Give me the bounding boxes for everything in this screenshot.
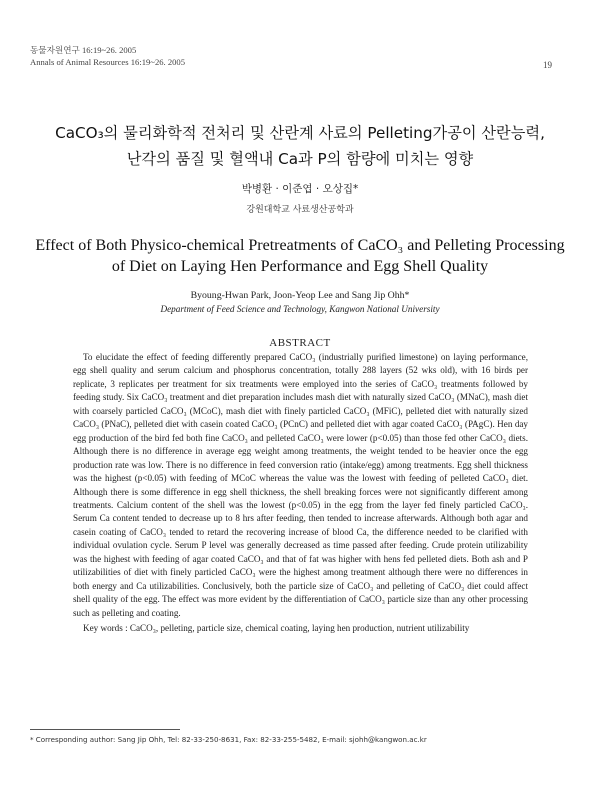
journal-name-english: Annals of Animal Resources 16:19~26. 2005 — [30, 56, 186, 67]
korean-title — [40, 120, 560, 172]
english-affiliation: Department of Feed Science and Technology, Kangwon National University — [160, 304, 440, 314]
journal-header — [30, 45, 185, 68]
english-authors: Byoung-Hwan Park, Joon-Yeop Lee and Sang Jip Ohh* — [190, 290, 410, 301]
abstract-body: To elucidate the effect of feeding differently prepared CaCO₃ (industrially purified limestone) on laying performance, egg shell quality and serum calcium and phosphorus concentration, totally 288 layers (52 wks old), with 16 birds per replicate, 3 replicates per treatment for six treatments were employed into the series of CaCO₃ treatments followed by feeding study. Six CaCO₃ treatment and diet preparation includes mash diet with naturally sized CaCO₃ (MNaC), mash diet with coarsely particled CaCO₃ (MCoC), mash diet with finely particled CaCO₃ (MFiC), pelleted diet with naturally sized CaCO₃ (PNaC), pelleted diet with casein coated CaCO₃ (PCnC) and pelleted diet with agar coated CaCO₃ (PAgC). Hen day egg production of the bird fed both fine CaCO₃ and pelleted CaCO₃ were lower (p<0.05) than those fed other CaCO₃ diets. Although there is no difference in average egg weight among treatments, the weight tended to be heavier once the egg production rate was low. There is no difference in feed conversion ratio (intake/egg) among treatments. Egg shell thickness was the highest (p<0.05) with feeding of MCoC whereas the value was the lowest with feeding of pelleted CaCO₃ diet. Although there is some difference in egg shell thickness, the shell breaking forces were not significantly different among treatments. Calcium content of the shell was the lowest (p<0.05) in the egg from the layer fed finely particled CaCO₃. Serum Ca content tended to decrease up to 8 hrs after feeding, then tended to increase afterwards. Although both agar and casein coating of CaCO₃ tended to retard the recovering increase of blood Ca, the difference needed to be clarified with individual ovulation cycle. Serum P level was generally decreased as time passed after feeding. Crude protein utilizability was the highest with feeding of agar coated CaCO₃ and that of fat was higher with hens fed pelleted diets. Both ash and P utilizabilities of diet with finely particled CaCO₃ were the highest among treatment although there were no differences in both energy and Ca utilizabilities. Conclusively, both the particle size of CaCO₃ and pelleting of CaCO₃ diet could affect shell quality of the egg. The effect was more evident by the differentiation of CaCO₃ particle size than any other processing such as pelleting and coating. — [73, 352, 528, 618]
footnote-divider — [30, 729, 180, 730]
english-title-line-2: of Diet on Laying Hen Performance and Egg Shell Quality — [111, 258, 489, 275]
korean-authors: 박병환 · 이준엽 · 오상집* — [241, 183, 359, 195]
corresponding-author-footnote: * Corresponding author: Sang Jip Ohh, Tel: 82-33-250-8631, Fax: 82-33-255-5482, E-mail: sjohh@kangwon.ac.kr — [30, 735, 427, 744]
english-title — [20, 235, 580, 277]
english-title-line-1: Effect of Both Physico-chemical Pretreatments of CaCO₃ and Pelleting Processing — [35, 237, 565, 254]
keywords: Key words : CaCO₃, pelleting, particle size, chemical coating, laying hen production, nutrient utilizability — [83, 623, 470, 633]
korean-title-line-1: CaCO₃의 물리화학적 전처리 및 산란계 사료의 Pelleting가공이 산란능력, — [55, 124, 545, 142]
korean-affiliation: 강원대학교 사료생산공학과 — [246, 205, 354, 215]
korean-title-line-2: 난각의 품질 및 혈액내 Ca과 P의 함량에 미치는 영향 — [126, 150, 474, 168]
abstract-heading: ABSTRACT — [269, 337, 331, 349]
page-number: 19 — [543, 60, 552, 70]
journal-name-korean: 동물자원연구 16:19~26. 2005 — [30, 45, 137, 55]
